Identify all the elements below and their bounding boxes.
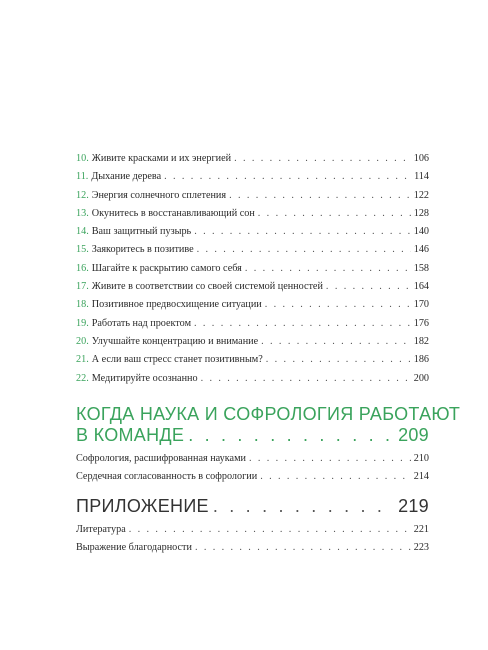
entry-title: Литература	[76, 524, 126, 535]
entry-title: А если ваш стресс станет позитивным?	[91, 354, 263, 366]
entry-title: Заякоритесь в позитиве	[91, 244, 194, 256]
entry-number: 22.	[76, 372, 89, 384]
entry-title: Выражение благодарности	[76, 542, 192, 554]
entry-number: 10.	[76, 153, 89, 164]
entry-title: Ваш защитный пузырь	[91, 226, 192, 238]
entry-number: 19.	[76, 317, 89, 329]
entry-title: Сердечная согласованность в софрологии	[76, 471, 258, 483]
entry-page: 200	[413, 372, 429, 384]
dot-leader	[234, 152, 411, 166]
entry-page: 158	[413, 262, 429, 274]
section-science	[76, 404, 461, 489]
dot-leader	[213, 496, 394, 517]
dot-leader	[201, 372, 411, 386]
entry-title: Живите в соответствии со своей системой ценностей	[91, 281, 323, 293]
entry-page: 186	[413, 354, 429, 366]
entry-page: 140	[413, 226, 429, 238]
dot-leader	[245, 262, 411, 276]
dot-leader	[129, 523, 411, 537]
entry-page: 223	[413, 542, 429, 554]
toc-entry	[76, 262, 429, 280]
section-heading-line2-text: В КОМАНДЕ	[76, 425, 185, 445]
entry-page: 164	[413, 281, 429, 293]
entry-number: 18.	[76, 299, 89, 311]
entry-number: 21.	[76, 354, 89, 366]
dot-leader	[266, 353, 411, 367]
entry-number: 11.	[76, 171, 89, 183]
entry-title: Софрология, расшифрованная науками	[76, 453, 246, 464]
dot-leader	[197, 243, 411, 257]
toc-entry	[76, 541, 429, 559]
entry-title: Дыхание дерева	[91, 171, 162, 183]
toc-entry	[76, 189, 429, 207]
dot-leader	[164, 170, 411, 184]
entry-number: 14.	[76, 226, 89, 238]
dot-leader	[260, 470, 411, 484]
entry-page: 114	[414, 171, 429, 183]
toc-entry	[76, 372, 429, 390]
entry-page: 210	[413, 453, 429, 464]
toc-entry	[76, 243, 429, 261]
entry-page: 176	[413, 317, 429, 329]
entry-title: Энергия солнечного сплетения	[91, 189, 227, 201]
section-heading	[76, 404, 461, 446]
entry-number: 17.	[76, 281, 89, 293]
entry-page: 214	[413, 471, 429, 483]
toc-entry	[76, 170, 429, 188]
toc-entry	[76, 225, 429, 243]
dot-leader	[265, 298, 411, 312]
toc-entry	[76, 353, 429, 371]
toc-entry	[76, 470, 429, 488]
numbered-entries	[76, 152, 429, 390]
section-heading	[76, 496, 429, 517]
entry-page: 122	[413, 189, 429, 201]
dot-leader	[194, 225, 411, 239]
toc-entry	[76, 523, 429, 541]
toc-entry	[76, 280, 429, 298]
dot-leader	[261, 335, 411, 349]
entry-number: 12.	[76, 189, 89, 201]
toc-entry	[76, 152, 429, 170]
entry-title: Работать над проектом	[91, 317, 192, 329]
entry-page: 221	[413, 524, 429, 535]
entry-page: 106	[413, 153, 429, 164]
dot-leader	[258, 207, 411, 221]
section-page: 209	[398, 425, 429, 445]
dot-leader	[195, 541, 411, 555]
dot-leader	[229, 189, 411, 203]
entry-title: Живите красками и их энергией	[91, 153, 232, 164]
section-page: 219	[398, 496, 429, 516]
entry-title: Улучшайте концентрацию и внимание	[91, 335, 259, 347]
entry-page: 170	[413, 299, 429, 311]
section-appendix	[76, 496, 429, 560]
section-heading-text: ПРИЛОЖЕНИЕ	[76, 496, 209, 516]
dot-leader	[326, 280, 411, 294]
toc-entry	[76, 317, 429, 335]
entry-title: Медитируйте осознанно	[91, 372, 198, 384]
toc-entry	[76, 452, 429, 470]
entry-number: 15.	[76, 244, 89, 256]
entry-title: Шагайте к раскрытию самого себя	[91, 262, 242, 274]
entry-number: 16.	[76, 262, 89, 274]
entry-page: 182	[413, 335, 429, 347]
dot-leader	[194, 317, 411, 331]
toc-entry	[76, 298, 429, 316]
dot-leader	[188, 425, 394, 446]
entry-title: Окунитесь в восстанавливающий сон	[91, 207, 255, 219]
entry-number: 20.	[76, 335, 89, 347]
entry-page: 146	[413, 244, 429, 256]
entry-page: 128	[413, 207, 429, 219]
dot-leader	[249, 452, 411, 466]
section-heading-line2	[76, 425, 429, 446]
entry-title: Позитивное предвосхищение ситуации	[91, 299, 262, 311]
entry-number: 13.	[76, 207, 89, 219]
section-heading-line1: КОГДА НАУКА И СОФРОЛОГИЯ РАБОТАЮТ	[76, 404, 461, 424]
toc-entry	[76, 207, 429, 225]
toc-entry	[76, 335, 429, 353]
